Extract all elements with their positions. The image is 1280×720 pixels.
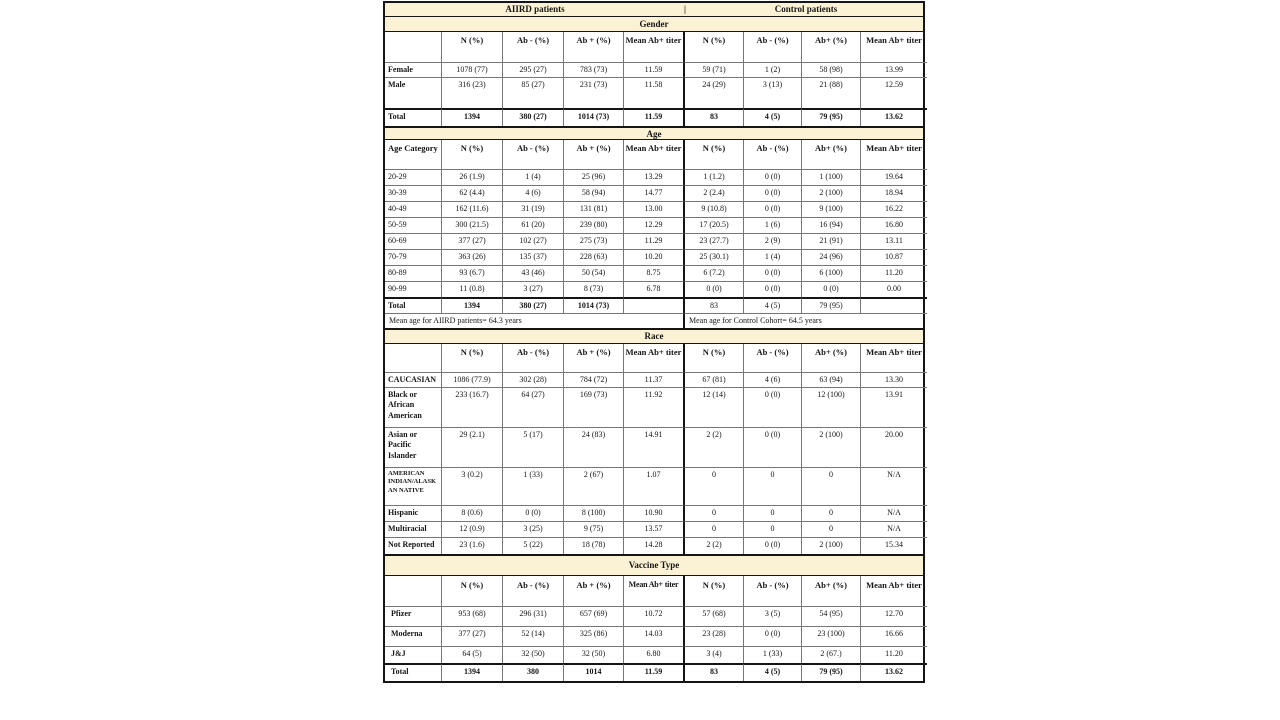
data-cell: 0 (0) [744, 169, 802, 185]
cohort-header-row [385, 3, 923, 17]
column-header-row [385, 576, 923, 606]
data-cell: 275 (73) [564, 233, 624, 249]
data-cell: 3 (25) [503, 521, 564, 537]
table-row [385, 505, 923, 521]
data-cell: 102 (27) [503, 233, 564, 249]
table-row [385, 427, 923, 467]
data-cell: 1014 [564, 663, 624, 681]
data-cell: 380 (27) [503, 297, 564, 313]
mean-age-control-note: Mean age for Control Cohort= 64.5 years [685, 313, 927, 328]
data-cell: 169 (73) [564, 387, 624, 427]
data-cell: 13.11 [861, 233, 927, 249]
table-row [385, 387, 923, 427]
row-label-header [385, 344, 442, 372]
data-cell: 21 (91) [802, 233, 861, 249]
data-cell: 25 (96) [564, 169, 624, 185]
data-cell: 79 (95) [802, 108, 861, 126]
data-cell: 13.62 [861, 663, 927, 681]
data-cell: 32 (50) [564, 646, 624, 663]
data-cell: 31 (19) [503, 201, 564, 217]
row-label: Total [385, 108, 442, 126]
data-cell: 162 (11.6) [442, 201, 503, 217]
column-header: Mean Ab+ titer [624, 344, 685, 372]
data-cell: 4 (5) [744, 108, 802, 126]
data-cell: 296 (31) [503, 606, 564, 626]
data-cell: 6 (100) [802, 265, 861, 281]
data-cell: 380 (27) [503, 108, 564, 126]
data-cell: N/A [861, 521, 927, 537]
data-cell: 377 (27) [442, 626, 503, 646]
data-cell: 1014 (73) [564, 297, 624, 313]
data-cell: 85 (27) [503, 77, 564, 108]
data-cell: 67 (81) [685, 372, 744, 387]
aiird-patients-header: AIIRD patients [505, 4, 565, 14]
data-cell: 135 (37) [503, 249, 564, 265]
data-cell: 1 (100) [802, 169, 861, 185]
control-patients-header: Control patients [774, 4, 838, 14]
data-cell: 0 [802, 521, 861, 537]
row-label: Total [385, 297, 442, 313]
data-cell: 23 (28) [685, 626, 744, 646]
data-cell: 2 (2.4) [685, 185, 744, 201]
row-label-header [385, 32, 442, 62]
table-row [385, 467, 923, 505]
data-cell: 13.62 [861, 108, 927, 126]
data-cell: 10.72 [624, 606, 685, 626]
column-header: Ab + (%) [564, 140, 624, 169]
data-cell: 316 (23) [442, 77, 503, 108]
data-cell: 11.92 [624, 387, 685, 427]
data-cell: 377 (27) [442, 233, 503, 249]
row-label-header [385, 576, 442, 606]
data-cell: 0.00 [861, 281, 927, 297]
data-cell: 8 (100) [564, 505, 624, 521]
data-cell: 4 (5) [744, 663, 802, 681]
data-cell: 0 (0) [744, 537, 802, 554]
data-cell: 953 (68) [442, 606, 503, 626]
data-cell: 23 (1.6) [442, 537, 503, 554]
data-cell: 24 (96) [802, 249, 861, 265]
section-vaccine [385, 554, 923, 681]
table-row [385, 217, 923, 233]
data-cell: 12 (0.9) [442, 521, 503, 537]
data-cell: 1.07 [624, 467, 685, 505]
data-cell: 0 (0) [744, 427, 802, 467]
data-cell: 1 (4) [503, 169, 564, 185]
table-row [385, 537, 923, 554]
data-cell: 13.57 [624, 521, 685, 537]
data-cell: 3 (0.2) [442, 467, 503, 505]
data-cell: 64 (5) [442, 646, 503, 663]
column-header-row [385, 140, 923, 169]
column-header: Ab+ (%) [802, 140, 861, 169]
row-label: 30-39 [385, 185, 442, 201]
data-cell: 12 (100) [802, 387, 861, 427]
data-cell: 380 [503, 663, 564, 681]
table-row [385, 281, 923, 297]
data-cell: 6.80 [624, 646, 685, 663]
column-header: Mean Ab+ titer [866, 143, 922, 153]
data-cell: 239 (80) [564, 217, 624, 233]
data-cell: 52 (14) [503, 626, 564, 646]
data-cell: N/A [861, 467, 927, 505]
column-header: Ab - (%) [744, 344, 802, 372]
data-cell: 18.94 [861, 185, 927, 201]
table-sections [385, 17, 923, 681]
data-cell: 8 (73) [564, 281, 624, 297]
data-cell: 15.34 [861, 537, 927, 554]
data-cell: 302 (28) [503, 372, 564, 387]
data-cell: 11.58 [624, 77, 685, 108]
column-header: Ab - (%) [744, 140, 802, 169]
table-row [385, 249, 923, 265]
data-cell: 11 (0.8) [442, 281, 503, 297]
data-cell: 0 (0) [744, 201, 802, 217]
data-cell: 1086 (77.9) [442, 372, 503, 387]
table-row [385, 606, 923, 626]
data-cell: 0 (0) [503, 505, 564, 521]
data-cell: 0 (0) [744, 626, 802, 646]
column-header: Ab - (%) [503, 576, 564, 606]
data-cell: 300 (21.5) [442, 217, 503, 233]
data-cell: 10.87 [861, 249, 927, 265]
data-cell: 363 (26) [442, 249, 503, 265]
data-cell: 16 (94) [802, 217, 861, 233]
data-cell: 24 (83) [564, 427, 624, 467]
data-cell: 9 (100) [802, 201, 861, 217]
data-cell: 784 (72) [564, 372, 624, 387]
row-label: J&J [385, 646, 442, 663]
section-age [385, 126, 923, 328]
table-row [385, 201, 923, 217]
data-cell: 16.22 [861, 201, 927, 217]
data-cell: 131 (81) [564, 201, 624, 217]
row-label: Female [385, 62, 442, 77]
data-cell: 58 (98) [802, 62, 861, 77]
data-cell: 32 (50) [503, 646, 564, 663]
data-cell: 1 (6) [744, 217, 802, 233]
data-cell: 83 [685, 108, 744, 126]
row-label: Black or African American [385, 387, 442, 427]
data-cell: 2 (67.) [802, 646, 861, 663]
column-header: Ab+ (%) [802, 576, 861, 606]
column-header: Ab - (%) [503, 140, 564, 169]
data-cell: 13.29 [624, 169, 685, 185]
table-row [385, 372, 923, 387]
data-cell: 783 (73) [564, 62, 624, 77]
demographics-table [383, 1, 925, 683]
section-gender [385, 17, 923, 126]
data-cell: 325 (86) [564, 626, 624, 646]
data-cell: 657 (69) [564, 606, 624, 626]
data-cell: 0 [744, 467, 802, 505]
data-cell: 54 (95) [802, 606, 861, 626]
column-header: Ab+ (%) [802, 344, 861, 372]
column-header: Mean Ab+ titer [624, 32, 685, 62]
data-cell: 11.20 [861, 265, 927, 281]
table-row [385, 663, 923, 681]
row-label: 80-89 [385, 265, 442, 281]
column-header: Mean Ab+ titer [624, 140, 685, 169]
section-title-gender: Gender [385, 17, 923, 32]
table-row [385, 233, 923, 249]
row-label: 60-69 [385, 233, 442, 249]
column-header: Mean Ab+ titer [866, 346, 922, 357]
data-cell: 9 (10.8) [685, 201, 744, 217]
data-cell: 0 (0) [744, 281, 802, 297]
data-cell: 13.99 [861, 62, 927, 77]
data-cell: N/A [861, 505, 927, 521]
data-cell: 0 (0) [744, 185, 802, 201]
column-header: Ab + (%) [564, 576, 624, 606]
table-row [385, 169, 923, 185]
table-row [385, 626, 923, 646]
row-label: CAUCASIAN [385, 372, 442, 387]
data-cell: 13.91 [861, 387, 927, 427]
data-cell: 0 (0) [744, 265, 802, 281]
data-cell: 4 (6) [503, 185, 564, 201]
data-cell: 29 (2.1) [442, 427, 503, 467]
data-cell: 10.20 [624, 249, 685, 265]
data-cell: 0 [744, 505, 802, 521]
data-cell: 8.75 [624, 265, 685, 281]
data-cell: 14.28 [624, 537, 685, 554]
data-cell: 2 (100) [802, 427, 861, 467]
data-cell: 2 (67) [564, 467, 624, 505]
data-cell: 1394 [442, 663, 503, 681]
data-cell: 14.91 [624, 427, 685, 467]
data-cell: 1078 (77) [442, 62, 503, 77]
data-cell: 0 [685, 467, 744, 505]
data-cell: 19.64 [861, 169, 927, 185]
data-cell: 1394 [442, 108, 503, 126]
column-header: Mean Ab+ titer [866, 35, 922, 45]
table-row [385, 521, 923, 537]
column-header: Mean Ab+ titer [624, 576, 685, 606]
data-cell: 83 [685, 663, 744, 681]
data-cell: 26 (1.9) [442, 169, 503, 185]
data-cell: 16.80 [861, 217, 927, 233]
row-label: Not Reported [385, 537, 442, 554]
data-cell: 4 (6) [744, 372, 802, 387]
row-label: Pfizer [385, 606, 442, 626]
data-cell [861, 297, 927, 313]
data-cell: 228 (63) [564, 249, 624, 265]
data-cell: 0 [802, 467, 861, 505]
row-label: 50-59 [385, 217, 442, 233]
data-cell: 14.77 [624, 185, 685, 201]
row-label: 20-29 [385, 169, 442, 185]
section-race [385, 328, 923, 554]
data-cell: 3 (13) [744, 77, 802, 108]
data-cell: 3 (4) [685, 646, 744, 663]
data-cell: 6 (7.2) [685, 265, 744, 281]
data-cell: 24 (29) [685, 77, 744, 108]
table-row [385, 77, 923, 108]
table-row [385, 62, 923, 77]
data-cell: 63 (94) [802, 372, 861, 387]
column-header: Ab + (%) [564, 344, 624, 372]
data-cell: 0 (0) [802, 281, 861, 297]
data-cell: 16.66 [861, 626, 927, 646]
row-label: Multiracial [385, 521, 442, 537]
data-cell: 12 (14) [685, 387, 744, 427]
section-title-vaccine: Vaccine Type [385, 554, 923, 576]
data-cell: 17 (20.5) [685, 217, 744, 233]
data-cell: 58 (94) [564, 185, 624, 201]
data-cell: 23 (27.7) [685, 233, 744, 249]
cohort-divider: | [684, 4, 686, 14]
row-label: Asian or Pacific Islander [385, 427, 442, 467]
row-label: Moderna [385, 626, 442, 646]
column-header: Ab - (%) [503, 344, 564, 372]
data-cell: 1 (1.2) [685, 169, 744, 185]
data-cell: 11.29 [624, 233, 685, 249]
data-cell: 20.00 [861, 427, 927, 467]
data-cell [624, 297, 685, 313]
column-header: Ab + (%) [564, 32, 624, 62]
column-header: N (%) [442, 344, 503, 372]
row-label: Male [385, 77, 442, 108]
column-header: N (%) [442, 140, 503, 169]
data-cell: 1014 (73) [564, 108, 624, 126]
column-header: N (%) [442, 576, 503, 606]
data-cell: 11.59 [624, 108, 685, 126]
data-cell: 2 (2) [685, 427, 744, 467]
column-header: N (%) [442, 32, 503, 62]
column-header: Ab - (%) [503, 32, 564, 62]
data-cell: 79 (95) [802, 297, 861, 313]
data-cell: 14.03 [624, 626, 685, 646]
column-header-row [385, 32, 923, 62]
data-cell: 59 (71) [685, 62, 744, 77]
data-cell: 1394 [442, 297, 503, 313]
row-label-header: Age Category [385, 140, 442, 169]
data-cell: 12.29 [624, 217, 685, 233]
data-cell: 8 (0.6) [442, 505, 503, 521]
row-label: 40-49 [385, 201, 442, 217]
column-header: Ab+ (%) [802, 32, 861, 62]
data-cell: 10.90 [624, 505, 685, 521]
data-cell: 57 (68) [685, 606, 744, 626]
data-cell: 5 (17) [503, 427, 564, 467]
column-header-row [385, 344, 923, 372]
data-cell: 79 (95) [802, 663, 861, 681]
data-cell: 2 (2) [685, 537, 744, 554]
data-cell: 64 (27) [503, 387, 564, 427]
data-cell: 2 (100) [802, 537, 861, 554]
data-cell: 1 (2) [744, 62, 802, 77]
table-row [385, 297, 923, 313]
data-cell: 50 (54) [564, 265, 624, 281]
data-cell: 12.59 [861, 77, 927, 108]
data-cell: 3 (5) [744, 606, 802, 626]
data-cell: 0 [744, 521, 802, 537]
row-label: Total [385, 663, 442, 681]
column-header: N (%) [685, 140, 744, 169]
row-label: 90-99 [385, 281, 442, 297]
data-cell: 18 (78) [564, 537, 624, 554]
data-cell: 11.59 [624, 663, 685, 681]
data-cell: 4 (5) [744, 297, 802, 313]
data-cell: 25 (30.1) [685, 249, 744, 265]
section-title-race: Race [385, 328, 923, 344]
data-cell: 0 [802, 505, 861, 521]
data-cell: 13.30 [861, 372, 927, 387]
data-cell: 0 (0) [744, 387, 802, 427]
data-cell: 83 [685, 297, 744, 313]
data-cell: 231 (73) [564, 77, 624, 108]
data-cell: 43 (46) [503, 265, 564, 281]
data-cell: 61 (20) [503, 217, 564, 233]
data-cell: 233 (16.7) [442, 387, 503, 427]
mean-age-aiird-note: Mean age for AIIRD patients= 64.3 years [385, 313, 685, 328]
table-row [385, 108, 923, 126]
table-row [385, 185, 923, 201]
column-header: N (%) [685, 576, 744, 606]
data-cell: 11.20 [861, 646, 927, 663]
table-row [385, 646, 923, 663]
data-cell: 5 (22) [503, 537, 564, 554]
section-title-age: Age [385, 126, 923, 140]
mean-age-row [385, 313, 923, 328]
column-header: Ab - (%) [744, 576, 802, 606]
data-cell: 9 (75) [564, 521, 624, 537]
data-cell: 13.00 [624, 201, 685, 217]
row-label: 70-79 [385, 249, 442, 265]
data-cell: 23 (100) [802, 626, 861, 646]
data-cell: 0 [685, 505, 744, 521]
column-header: N (%) [685, 32, 744, 62]
data-cell: 93 (6.7) [442, 265, 503, 281]
column-header: Mean Ab+ titer [866, 579, 922, 590]
data-cell: 295 (27) [503, 62, 564, 77]
data-cell: 0 (0) [685, 281, 744, 297]
data-cell: 2 (100) [802, 185, 861, 201]
data-cell: 12.70 [861, 606, 927, 626]
data-cell: 11.37 [624, 372, 685, 387]
data-cell: 3 (27) [503, 281, 564, 297]
data-cell: 21 (88) [802, 77, 861, 108]
data-cell: 6.78 [624, 281, 685, 297]
data-cell: 2 (9) [744, 233, 802, 249]
data-cell: 1 (4) [744, 249, 802, 265]
data-cell: 11.59 [624, 62, 685, 77]
data-cell: 0 [685, 521, 744, 537]
data-cell: 1 (33) [744, 646, 802, 663]
data-cell: 62 (4.4) [442, 185, 503, 201]
row-label: AMERICAN INDIAN/ALASKAN NATIVE [385, 467, 442, 505]
column-header: N (%) [685, 344, 744, 372]
data-cell: 1 (33) [503, 467, 564, 505]
table-row [385, 265, 923, 281]
row-label: Hispanic [385, 505, 442, 521]
column-header: Ab - (%) [744, 32, 802, 62]
